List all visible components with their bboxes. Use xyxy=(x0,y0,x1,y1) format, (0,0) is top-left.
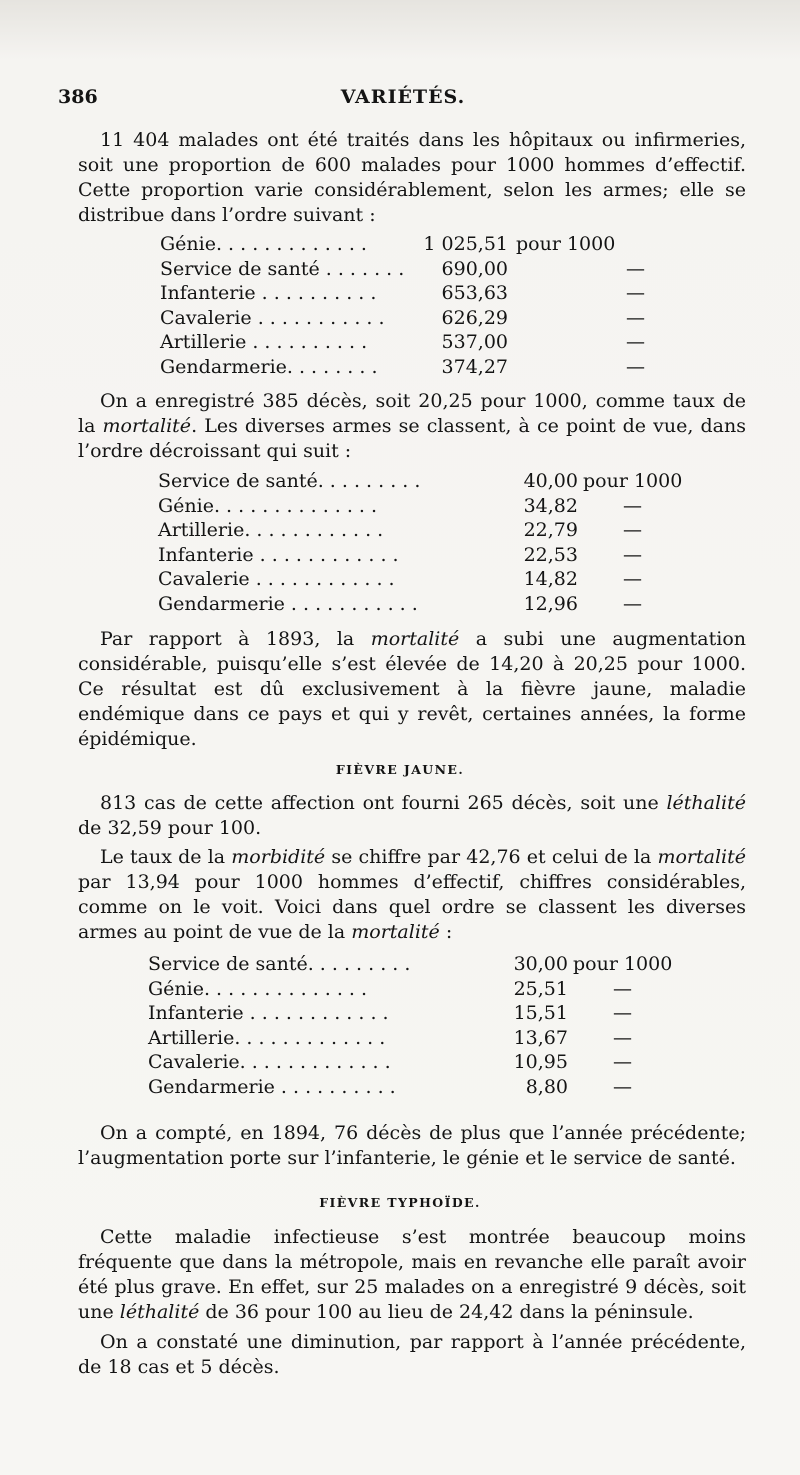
row-unit: — xyxy=(623,543,642,566)
row-label: Service de santé . . . . . . . xyxy=(160,257,405,280)
row-unit: — xyxy=(623,494,642,517)
italic-term: mortalité xyxy=(370,628,460,650)
paragraph-text: On a constaté une diminution, par rapport à l’année précédente, de 18 cas et 5 décès. xyxy=(78,1331,746,1378)
paragraph-yellow-fever-rates xyxy=(78,845,746,945)
table-row xyxy=(160,330,720,355)
running-title: VARIÉTÉS. xyxy=(340,86,466,108)
table-row xyxy=(148,977,708,1002)
page-header xyxy=(58,86,748,116)
row-label: Génie. . . . . . . . . . . . . . xyxy=(158,494,378,517)
row-label: Gendarmerie . . . . . . . . . . . xyxy=(158,592,418,615)
row-value: 13,67 xyxy=(513,1026,568,1049)
text-fragment: . Les diverses armes se classent, à ce point de vue, dans l’ordre décroissant qui suit : xyxy=(78,415,746,462)
row-unit: — xyxy=(626,257,645,280)
paragraph-yellow-fever-cases xyxy=(78,791,746,841)
row-unit: — xyxy=(613,977,632,1000)
text-fragment: de 36 pour 100 au lieu de 24,42 dans la péninsule. xyxy=(199,1301,694,1323)
row-label: Gendarmerie. . . . . . . . xyxy=(160,355,378,378)
table-row xyxy=(160,355,720,380)
text-fragment: Cette maladie infectieuse s’est montrée beaucoup moins fréquente que dans la métropole, mais en revanche elle paraît avoir été plus grave. En effet, sur 25 malades on a enregistré 9 décès, soit une xyxy=(78,1226,746,1323)
paragraph-comparison xyxy=(78,627,746,752)
text-fragment: Par rapport à 1893, la xyxy=(100,628,371,650)
text-fragment: par 13,94 pour 1000 hommes d’effectif, chiffres considérables, comme on le voit. Voici dans quel ordre se classent les diverses armes au point de vue de la xyxy=(78,871,746,943)
yellow-fever-mortality-table xyxy=(148,952,708,1099)
italic-term: morbidité xyxy=(231,846,326,868)
table-row xyxy=(160,306,720,331)
row-unit: — xyxy=(626,355,645,378)
paragraph-intro-text: 11 404 malades ont été traités dans les hôpitaux ou infirmeries, soit une proportion de 600 malades pour 1000 hommes d’effectif. Cette proportion varie considérablement, selon les armes; elle se distribue dans l’ordre suivant : xyxy=(78,129,746,226)
row-unit: — xyxy=(626,331,645,353)
table-row xyxy=(158,494,718,519)
row-unit: — xyxy=(623,519,642,541)
morbidity-table xyxy=(160,232,720,379)
table-row xyxy=(148,1050,708,1075)
row-unit: pour 1000 xyxy=(583,470,683,492)
table-row xyxy=(158,543,718,568)
section-title-yellow-fever: FIÈVRE JAUNE. xyxy=(335,762,465,777)
row-value: 40,00 xyxy=(523,470,578,492)
row-unit: — xyxy=(626,282,645,304)
row-value: 22,53 xyxy=(523,543,578,566)
row-label: Gendarmerie . . . . . . . . . . xyxy=(148,1075,396,1098)
mortality-table xyxy=(158,469,718,616)
section-title-typhoid: FIÈVRE TYPHOÏDE. xyxy=(319,1195,481,1210)
row-value: 30,00 xyxy=(513,953,568,975)
row-unit: — xyxy=(626,306,645,329)
italic-term: léthalité xyxy=(119,1301,200,1323)
row-value: 537,00 xyxy=(441,331,508,353)
table-row xyxy=(148,1026,708,1051)
paragraph-mortality xyxy=(78,389,746,464)
row-value: 1 025,51 xyxy=(423,233,508,255)
text-fragment: 813 cas de cette affection ont fourni 265 décès, soit une xyxy=(100,792,667,814)
text-fragment: a subi une augmentation considérable, puisqu’elle s’est élevée de 14,20 à 20,25 pour 1000. Ce résultat est dû exclusivement à la fièvre jaune, maladie endémique dans ce pays et qui y revêt, certaines années, la forme épidémique. xyxy=(78,628,746,750)
row-value: 374,27 xyxy=(441,355,508,378)
row-value: 626,29 xyxy=(441,306,508,329)
row-value: 34,82 xyxy=(523,494,578,517)
table-row xyxy=(158,518,718,543)
row-value: 22,79 xyxy=(523,519,578,541)
row-value: 14,82 xyxy=(523,568,578,590)
table-row xyxy=(160,257,720,282)
text-fragment: Le taux de la xyxy=(100,846,232,868)
row-unit: — xyxy=(623,568,642,590)
row-value: 653,63 xyxy=(441,282,508,304)
row-label: Cavalerie. . . . . . . . . . . . . xyxy=(148,1051,391,1073)
row-unit: — xyxy=(623,592,642,615)
row-value: 15,51 xyxy=(513,1002,568,1024)
paragraph-text: On a compté, en 1894, 76 décès de plus que l’année précédente; l’augmentation porte sur l’infanterie, le génie et le service de santé. xyxy=(78,1122,746,1169)
row-unit: — xyxy=(613,1051,632,1073)
row-label: Cavalerie . . . . . . . . . . . . xyxy=(158,568,395,590)
row-label: Artillerie. . . . . . . . . . . . xyxy=(158,519,384,541)
table-row xyxy=(160,232,720,257)
row-value: 8,80 xyxy=(525,1075,568,1098)
row-value: 25,51 xyxy=(513,977,568,1000)
table-row xyxy=(148,1075,708,1100)
row-unit: pour 1000 xyxy=(516,233,616,255)
italic-term: léthalité xyxy=(666,792,746,814)
row-value: 10,95 xyxy=(513,1051,568,1073)
row-unit: — xyxy=(613,1026,632,1049)
italic-term: mortalité xyxy=(657,846,746,868)
page-number: 386 xyxy=(58,86,98,108)
table-row xyxy=(160,281,720,306)
text-fragment: de 32,59 pour 100. xyxy=(78,817,262,839)
row-label: Artillerie. . . . . . . . . . . . . xyxy=(148,1026,386,1049)
row-unit: — xyxy=(613,1002,632,1024)
row-label: Infanterie . . . . . . . . . . . . xyxy=(158,543,399,566)
row-value: 690,00 xyxy=(441,257,508,280)
table-row xyxy=(158,592,718,617)
table-row xyxy=(158,567,718,592)
row-unit: — xyxy=(613,1075,632,1098)
row-unit: pour 1000 xyxy=(573,953,673,975)
paragraph-yearly-comparison xyxy=(78,1121,746,1171)
paragraph-decrease xyxy=(78,1330,746,1380)
text-fragment: On a enregistré 385 décès, soit 20,25 pour 1000, comme taux de la xyxy=(78,390,746,437)
paragraph-intro xyxy=(78,128,746,228)
table-row xyxy=(158,469,718,494)
italic-term: mortalité xyxy=(351,921,440,943)
row-value: 12,96 xyxy=(523,592,578,615)
row-label: Artillerie . . . . . . . . . . xyxy=(160,331,368,353)
row-label: Génie. . . . . . . . . . . . . xyxy=(160,233,367,255)
row-label: Infanterie . . . . . . . . . . . . xyxy=(148,1002,389,1024)
table-row xyxy=(148,952,708,977)
paragraph-typhoid xyxy=(78,1225,746,1325)
text-fragment: : xyxy=(439,921,453,943)
row-label: Génie. . . . . . . . . . . . . . xyxy=(148,977,368,1000)
row-label: Service de santé. . . . . . . . . xyxy=(148,953,411,975)
row-label: Cavalerie . . . . . . . . . . . xyxy=(160,306,385,329)
row-label: Service de santé. . . . . . . . . xyxy=(158,470,421,492)
text-fragment: se chiffre par 42,76 et celui de la xyxy=(325,846,658,868)
italic-term: mortalité xyxy=(102,415,192,437)
row-label: Infanterie . . . . . . . . . . xyxy=(160,282,377,304)
table-row xyxy=(148,1001,708,1026)
